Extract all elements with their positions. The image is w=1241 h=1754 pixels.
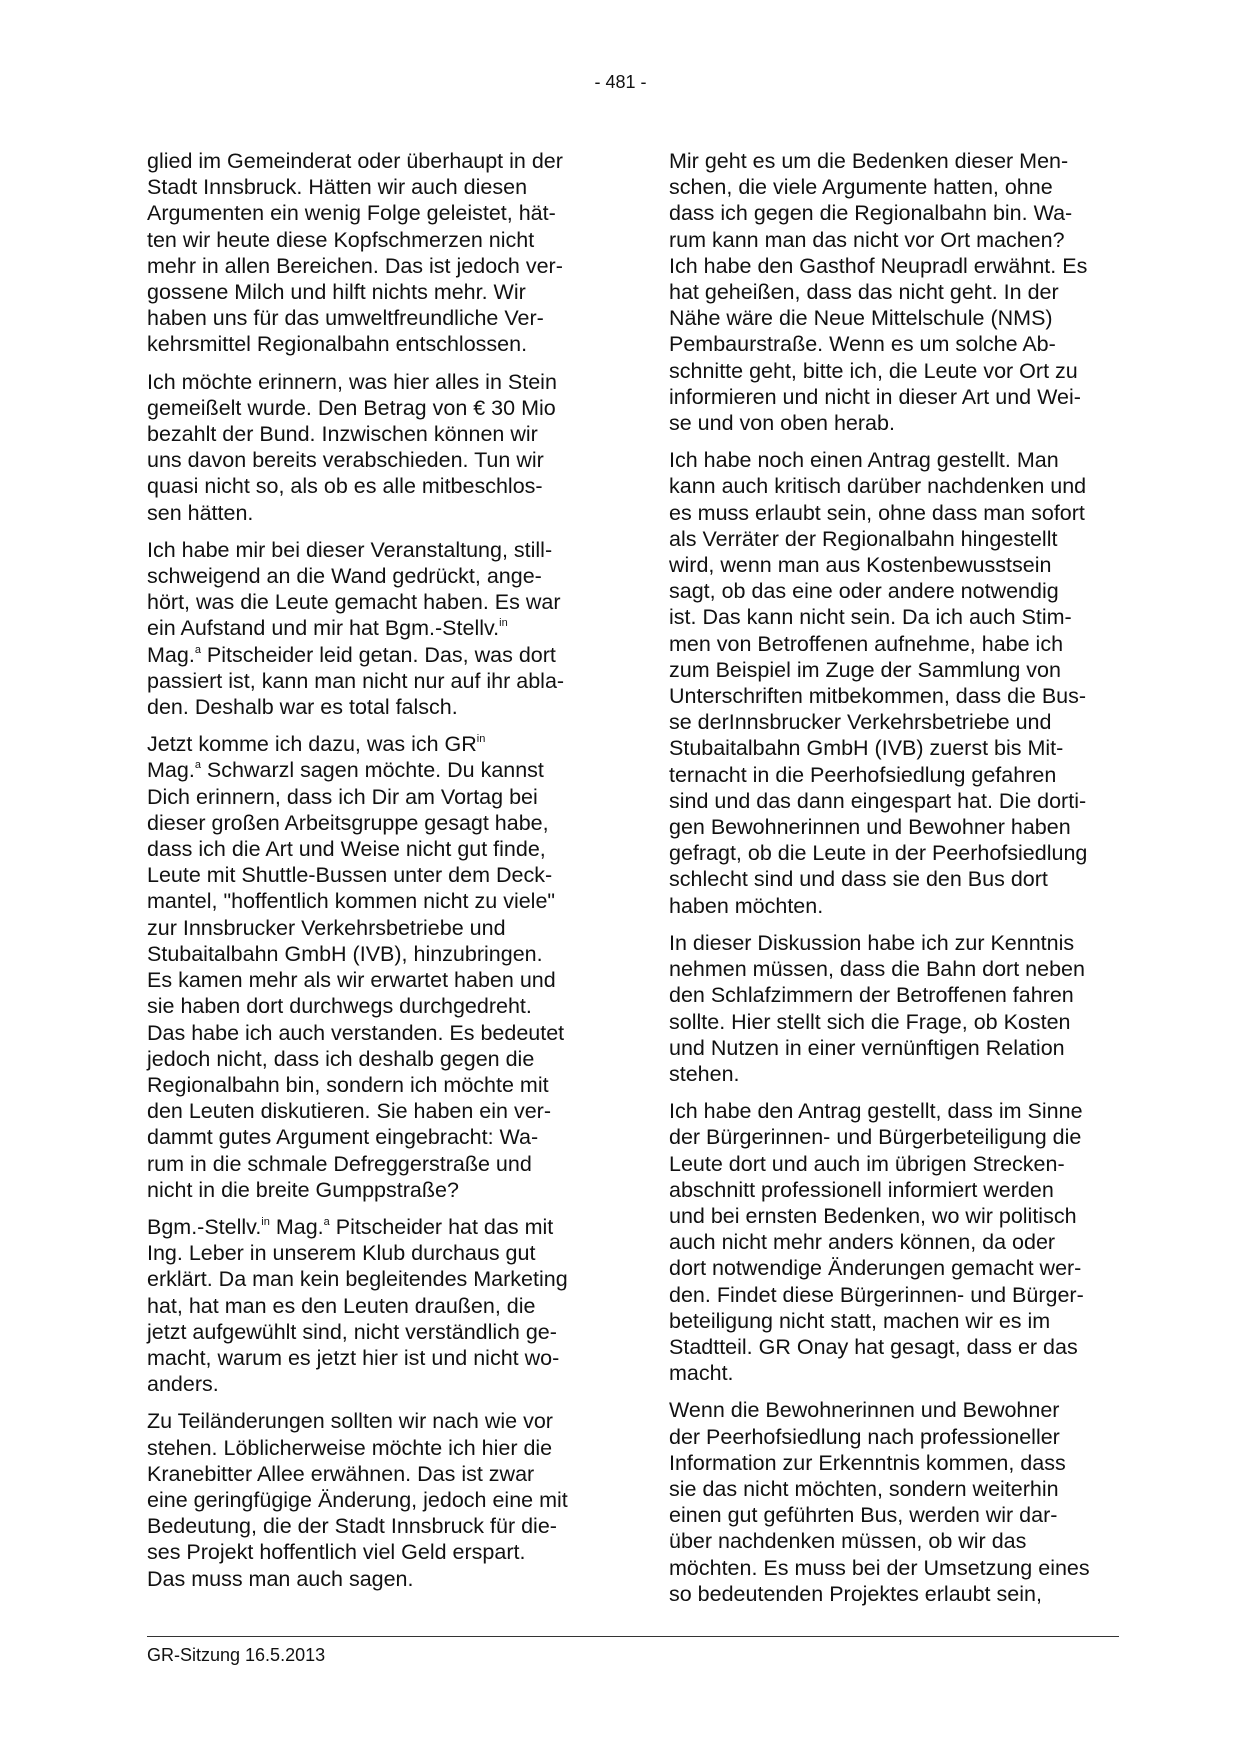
page-number: - 481 - xyxy=(594,72,647,92)
text-line: Nähe wäre die Neue Mittelschule (NMS) xyxy=(669,306,1053,331)
text-line: Ich habe noch einen Antrag gestellt. Man xyxy=(669,448,1059,473)
text-line: jetzt aufgewühlt sind, nicht verständlich ge- xyxy=(147,1319,557,1344)
paragraph xyxy=(147,369,597,526)
text-line: quasi nicht so, als ob es alle mitbeschlos- xyxy=(147,474,543,499)
text-line: Pembaurstraße. Wenn es um solche Ab- xyxy=(669,332,1056,357)
text-line: gossene Milch und hilft nichts mehr. Wir xyxy=(147,280,526,305)
text-line: sollte. Hier stellt sich die Frage, ob Kosten xyxy=(669,1009,1071,1034)
text-line: Ing. Leber in unserem Klub durchaus gut xyxy=(147,1241,536,1266)
text-line: Das habe ich auch verstanden. Es bedeutet xyxy=(147,1020,565,1045)
text-line: den. Deshalb war es total falsch. xyxy=(147,695,458,720)
text-line: mantel, "hoffentlich kommen nicht zu viele" xyxy=(147,889,556,914)
text-line: schen, die viele Argumente hatten, ohne xyxy=(669,175,1053,200)
text-line: gemeißelt wurde. Den Betrag von € 30 Mio xyxy=(147,395,556,420)
text-line: Stadt Innsbruck. Hätten wir auch diesen xyxy=(147,175,528,200)
text-line: wird, wenn man aus Kostenbewusstsein xyxy=(669,553,1052,578)
text-line: und bei ernsten Bedenken, wo wir politisch xyxy=(669,1203,1077,1228)
text-line: Mag.$^a$ Pitscheider leid getan. Das, was dort xyxy=(147,642,556,667)
text-line: jedoch nicht, dass ich deshalb gegen die xyxy=(147,1046,535,1071)
text-line: dass ich die Art und Weise nicht gut finde, xyxy=(147,837,546,862)
text-line: kann auch kritisch darüber nachdenken und xyxy=(669,474,1087,499)
text-line: hört, was die Leute gemacht haben. Es war xyxy=(147,590,561,615)
text-line: macht. xyxy=(669,1361,734,1386)
text-line: schnitte geht, bitte ich, die Leute vor Ort zu xyxy=(669,358,1078,383)
text-line: Ich habe den Gasthof Neupradl erwähnt. Es xyxy=(669,253,1088,278)
text-line: hat, hat man es den Leuten draußen, die xyxy=(147,1293,536,1318)
text-line: Ich habe mir bei dieser Veranstaltung, still- xyxy=(147,537,553,562)
text-line: Stadtteil. GR Onay hat gesagt, dass er das xyxy=(669,1334,1078,1359)
text-line: In dieser Diskussion habe ich zur Kenntnis xyxy=(669,930,1075,955)
text-line: Kranebitter Allee erwähnen. Das ist zwar xyxy=(147,1461,535,1486)
text-line: einen gut geführten Bus, werden wir dar- xyxy=(669,1503,1058,1528)
text-line: Unterschriften mitbekommen, dass die Bus- xyxy=(669,684,1087,709)
text-line: so bedeutenden Projektes erlaubt sein, xyxy=(669,1581,1042,1606)
text-line: sen hätten. xyxy=(147,500,254,525)
text-line: schlecht sind und dass sie den Bus dort xyxy=(669,867,1048,892)
text-line: den Leuten diskutieren. Sie haben ein ver- xyxy=(147,1099,551,1124)
paragraph xyxy=(669,1397,1119,1607)
text-line: Zu Teiländerungen sollten wir nach wie vor xyxy=(147,1409,553,1434)
text-line: beteiligung nicht statt, machen wir es im xyxy=(669,1308,1051,1333)
right-text-column xyxy=(669,148,1119,1618)
text-line: nehmen müssen, dass die Bahn dort neben xyxy=(669,957,1085,982)
text-line: stehen. xyxy=(669,1061,740,1086)
text-line: dammt gutes Argument eingebracht: Wa- xyxy=(147,1125,539,1150)
text-line: Dich erinnern, dass ich Dir am Vortag bei xyxy=(147,784,538,809)
text-line: erklärt. Da man kein begleitendes Marketing xyxy=(147,1267,568,1292)
text-line: Stubaitalbahn GmbH (IVB) zuerst bis Mit- xyxy=(669,736,1064,761)
left-text-column xyxy=(147,148,597,1603)
text-line: ein Aufstand und mir hat Bgm.-Stellv.$^{in}$ xyxy=(147,616,508,641)
text-line: Bedeutung, die der Stadt Innsbruck für die- xyxy=(147,1514,557,1539)
text-line: sie haben dort durchwegs durchgedreht. xyxy=(147,994,532,1019)
text-line: men von Betroffenen aufnehme, habe ich xyxy=(669,631,1064,656)
text-line: macht, warum es jetzt hier ist und nicht wo- xyxy=(147,1345,560,1370)
text-line: auch nicht mehr anders können, da oder xyxy=(669,1230,1056,1255)
text-line: nicht in die breite Gumppstraße? xyxy=(147,1177,459,1202)
text-line: Es kamen mehr als wir erwartet haben und xyxy=(147,968,556,993)
text-line: sie das nicht möchten, sondern weiterhin xyxy=(669,1476,1059,1501)
text-line: Ich möchte erinnern, was hier alles in Stein xyxy=(147,369,557,394)
paragraph xyxy=(669,148,1119,436)
text-line: informieren und nicht in dieser Art und Wei- xyxy=(669,384,1081,409)
text-line: dieser großen Arbeitsgruppe gesagt habe, xyxy=(147,810,549,835)
text-line: Das muss man auch sagen. xyxy=(147,1566,414,1591)
text-line: passiert ist, kann man nicht nur auf ihr abla- xyxy=(147,668,565,693)
text-line: rum kann man das nicht vor Ort machen? xyxy=(669,227,1065,252)
text-line: Leute mit Shuttle-Bussen unter dem Deck- xyxy=(147,863,553,888)
text-line: haben uns für das umweltfreundliche Ver- xyxy=(147,306,544,331)
text-line: haben möchten. xyxy=(669,893,824,918)
text-line: abschnitt professionell informiert werden xyxy=(669,1177,1054,1202)
paragraph xyxy=(147,1408,597,1591)
text-line: zur Innsbrucker Verkehrsbetriebe und xyxy=(147,915,506,940)
text-line: Leute dort und auch im übrigen Strecken- xyxy=(669,1151,1065,1176)
text-line: sagt, ob das eine oder andere notwendig xyxy=(669,579,1059,604)
text-line: ist. Das kann nicht sein. Da ich auch Stim- xyxy=(669,605,1072,630)
text-line: Wenn die Bewohnerinnen und Bewohner xyxy=(669,1398,1060,1423)
text-line: Information zur Erkenntnis kommen, dass xyxy=(669,1450,1066,1475)
text-line: bezahlt der Bund. Inzwischen können wir xyxy=(147,422,538,447)
text-line: stehen. Löblicherweise möchte ich hier die xyxy=(147,1435,553,1460)
text-line: es muss erlaubt sein, ohne dass man sofort xyxy=(669,500,1085,525)
text-line: möchten. Es muss bei der Umsetzung eines xyxy=(669,1555,1090,1580)
text-line: über nachdenken müssen, ob wir das xyxy=(669,1529,1027,1554)
text-line: zum Beispiel im Zuge der Sammlung von xyxy=(669,657,1061,682)
text-line: eine geringfügige Änderung, jedoch eine mit xyxy=(147,1487,568,1512)
text-line: der Bürgerinnen- und Bürgerbeteiligung die xyxy=(669,1125,1082,1150)
paragraph xyxy=(669,930,1119,1087)
text-line: Regionalbahn bin, sondern ich möchte mit xyxy=(147,1072,549,1097)
text-line: dort notwendige Änderungen gemacht wer- xyxy=(669,1256,1082,1281)
text-line: schweigend an die Wand gedrückt, ange- xyxy=(147,564,542,589)
text-line: Mir geht es um die Bedenken dieser Men- xyxy=(669,149,1069,173)
paragraph xyxy=(669,447,1119,919)
text-line: se derInnsbrucker Verkehrsbetriebe und xyxy=(669,710,1052,735)
text-line: und Nutzen in einer vernünftigen Relation xyxy=(669,1035,1065,1060)
text-line: den Schlafzimmern der Betroffenen fahren xyxy=(669,983,1074,1008)
text-line: ses Projekt hoffentlich viel Geld erspart. xyxy=(147,1540,526,1565)
text-line: Argumenten ein wenig Folge geleistet, hät- xyxy=(147,201,556,226)
text-line: als Verräter der Regionalbahn hingestellt xyxy=(669,526,1058,551)
footer-session-label: GR-Sitzung 16.5.2013 xyxy=(147,1645,326,1665)
paragraph xyxy=(147,148,597,358)
text-line: ternacht in die Peerhofsiedlung gefahren xyxy=(669,762,1057,787)
text-line: ten wir heute diese Kopfschmerzen nicht xyxy=(147,227,535,252)
text-line: Ich habe den Antrag gestellt, dass im Sinne xyxy=(669,1099,1083,1124)
text-line: den. Findet diese Bürgerinnen- und Bürger- xyxy=(669,1282,1084,1307)
text-line: dass ich gegen die Regionalbahn bin. Wa- xyxy=(669,201,1073,226)
text-line: Jetzt komme ich dazu, was ich $GR^{in}$ xyxy=(147,732,486,757)
text-line: Bgm.-Stellv.$^{in}$ Mag.$^a$ Pitscheider hat das mit xyxy=(147,1214,554,1239)
text-line: kehrsmittel Regionalbahn entschlossen. xyxy=(147,332,528,357)
text-line: Mag.$^a$ Schwarzl sagen möchte. Du kannst xyxy=(147,758,544,783)
text-line: hat geheißen, dass das nicht geht. In der xyxy=(669,280,1059,305)
text-line: glied im Gemeinderat oder überhaupt in der xyxy=(147,149,563,173)
text-line: Stubaitalbahn GmbH (IVB), hinzubringen. xyxy=(147,941,543,966)
text-line: der Peerhofsiedlung nach professioneller xyxy=(669,1424,1060,1449)
paragraph xyxy=(147,1214,597,1397)
paragraph xyxy=(669,1098,1119,1386)
text-line: anders. xyxy=(147,1372,219,1397)
text-line: rum in die schmale Defreggerstraße und xyxy=(147,1151,532,1176)
text-line: gefragt, ob die Leute in der Peerhofsiedlung xyxy=(669,841,1088,866)
text-line: mehr in allen Bereichen. Das ist jedoch ver- xyxy=(147,253,563,278)
text-line: gen Bewohnerinnen und Bewohner haben xyxy=(669,815,1071,840)
text-line: se und von oben herab. xyxy=(669,411,895,436)
footer-divider xyxy=(147,1636,1119,1637)
paragraph xyxy=(147,537,597,720)
paragraph xyxy=(147,731,597,1203)
text-line: sind und das dann eingespart hat. Die dorti- xyxy=(669,788,1087,813)
text-line: uns davon bereits verabschieden. Tun wir xyxy=(147,448,544,473)
